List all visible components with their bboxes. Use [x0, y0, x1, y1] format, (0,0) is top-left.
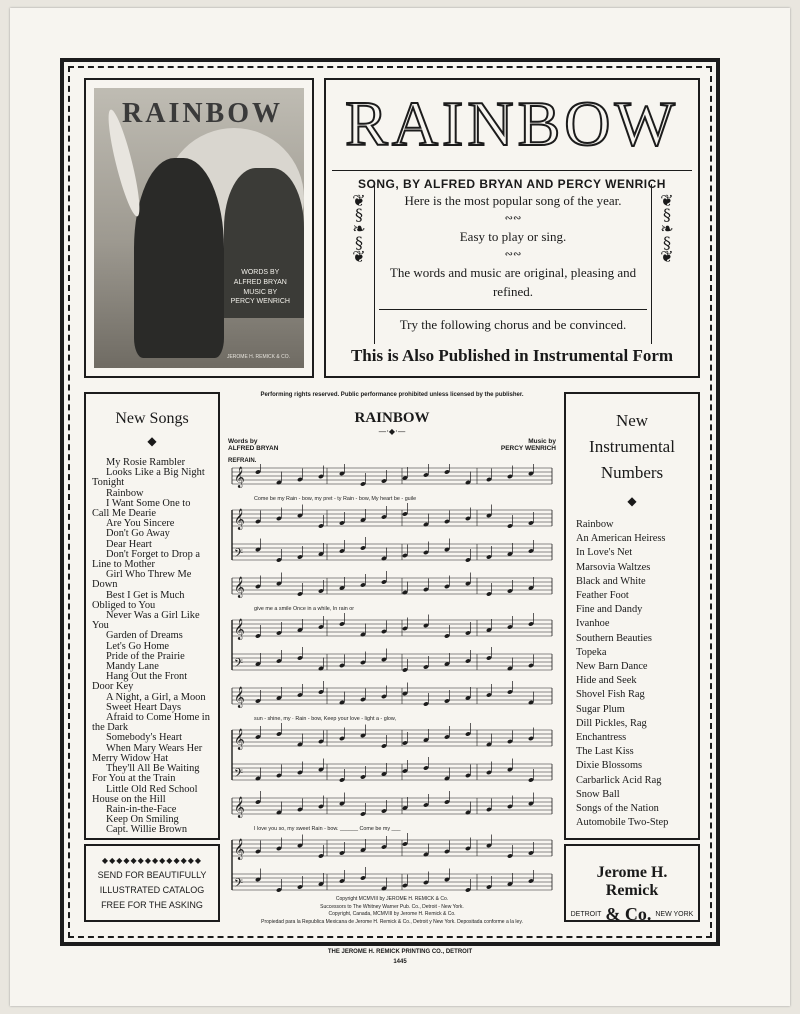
- headline-panel: [324, 78, 700, 378]
- treble-clef-icon: 𝄞: [234, 509, 245, 530]
- list-item: Songs of the Nation: [576, 803, 659, 815]
- list-item: Are You Sincere: [106, 518, 175, 530]
- try-line: Try the following chorus and be convinced.: [379, 309, 647, 334]
- swirl-ornament-icon: ∾∾: [504, 213, 522, 225]
- bass-clef-icon: 𝄢: [234, 547, 244, 563]
- bass-clef-icon: 𝄢: [234, 767, 244, 783]
- publisher-name: Jerome H. Remick: [596, 864, 668, 899]
- list-item: Snow Ball: [576, 788, 620, 800]
- list-item: A Night, a Girl, a Moon: [106, 691, 206, 703]
- score-title: RAINBOW: [354, 410, 430, 426]
- list-item: New Barn Dance: [576, 661, 648, 673]
- list-item: Black and White: [576, 575, 646, 587]
- list-item: Ivanhoe: [576, 618, 610, 630]
- music-score: [228, 392, 556, 932]
- lyric-line: Come be my Rain - bow, my pret - ty Rain - bow, My heart be - guile: [254, 496, 417, 502]
- list-item: Southern Beauties: [576, 632, 652, 644]
- list-item: Girl Who Threw Me Down: [92, 569, 192, 591]
- list-item: Never Was a Girl Like You: [92, 610, 200, 632]
- bullet-ornament-icon: ◆: [147, 434, 157, 448]
- instrumental-list: [576, 518, 688, 830]
- swirl-ornament-icon: ∾∾: [504, 249, 522, 261]
- rights-notice: Performing rights reserved. Public performance prohibited unless licensed by the publisher.: [260, 392, 524, 398]
- new-songs-panel: [84, 392, 220, 840]
- cover-illustration: [94, 88, 304, 368]
- list-item: Marsovia Waltzes: [576, 561, 651, 573]
- refrain-label: REFRAIN.: [228, 458, 257, 464]
- list-item: Dill Pickles, Rag: [576, 717, 647, 729]
- list-item: Little Old Red School House on the Hill: [92, 783, 198, 805]
- list-item: Somebody's Heart: [106, 732, 183, 744]
- list-item: When Mary Wears Her Merry Widow Hat: [92, 742, 203, 764]
- list-item: Fine and Dandy: [576, 604, 643, 616]
- list-item: Mandy Lane: [106, 661, 159, 673]
- list-item: An American Heiress: [576, 533, 666, 545]
- list-item: In Love's Net: [576, 547, 633, 559]
- instrumental-heading: New Instrumental Numbers: [589, 411, 675, 482]
- treble-clef-icon: 𝄞: [234, 577, 245, 598]
- list-item: Best I Get is Much Obliged to You: [92, 589, 185, 611]
- list-item: I Want Some One to Call Me Dearie: [92, 497, 191, 520]
- cover-publisher: JEROME H. REMICK & CO.: [226, 354, 290, 360]
- scroll-ornament-left-icon: ❦ § ❧ § ❦: [352, 191, 366, 266]
- list-item: Rainbow: [576, 519, 614, 530]
- list-item: Looks Like a Big Night Tonight: [92, 467, 205, 489]
- list-item: Pride of the Prairie: [106, 650, 185, 662]
- list-item: Afraid to Come Home in the Dark: [92, 712, 210, 734]
- list-item: Dixie Blossoms: [576, 760, 643, 772]
- promo-text: Here is the most popular song of the year. ∾∾ Easy to play or sing. ∾∾ The words and music are original, pleasing and refined. Try the following chorus and be convinced.: [374, 184, 652, 344]
- cover-title: RAINBOW: [122, 98, 284, 129]
- promo-block: [350, 184, 676, 344]
- treble-clef-icon: 𝄞: [234, 797, 245, 818]
- list-item: Sugar Plum: [576, 703, 625, 715]
- new-songs-heading: New Songs: [115, 410, 189, 427]
- bullet-ornament-icon: ◆: [627, 494, 637, 508]
- new-songs-list: [92, 458, 212, 836]
- list-item: Capt. Willie Brown: [106, 824, 188, 836]
- catalog-offer: ◆◆◆◆◆◆◆◆◆◆◆◆◆◆ SEND FOR BEAUTIFULLY ILLUSTRATED CATALOG FREE FOR THE ASKING: [84, 844, 220, 922]
- printer-imprint: THE JEROME H. REMICK PRINTING CO., DETROIT 1445: [327, 949, 473, 965]
- copyright-notice: Copyright MCMVIII by JEROME H. REMICK & Co. Successors to The Whitney Warner Pub. Co., Detroit - New York. Copyright, Canada, MCMVIII by Jerome H. Remick & Co. Propiedad para la Republica Mexicana de Jerome H. Remick & Co., Detroit y New York. Depositada conforme a la ley.: [261, 896, 523, 925]
- treble-clef-icon: 𝄞: [234, 839, 245, 860]
- list-item: Sweet Heart Days: [106, 701, 182, 713]
- list-item: Rain-in-the-Face: [106, 803, 177, 815]
- instrumental-note: This is Also Published in Instrumental Form: [350, 346, 674, 365]
- treble-clef-icon: 𝄞: [234, 729, 245, 750]
- list-item: Carbarlick Acid Rag: [576, 774, 662, 786]
- list-item: Shovel Fish Rag: [576, 689, 645, 701]
- bass-clef-icon: 𝄢: [234, 657, 244, 673]
- list-item: Topeka: [576, 646, 607, 658]
- lyric-line: I love you so, my sweet Rain - bow. ______ Come be my ___: [254, 826, 401, 832]
- scroll-ornament-right-icon: ❦ § ❧ § ❦: [660, 191, 674, 266]
- list-item: The Last Kiss: [576, 746, 634, 758]
- publisher-cities: DETROIT & Co. NEW YORK: [570, 904, 694, 924]
- treble-clef-icon: 𝄞: [234, 467, 245, 488]
- lyric-line: give me a smile Once in a while, In rain or: [254, 606, 355, 612]
- list-item: Enchantress: [576, 732, 627, 744]
- list-item: Keep On Smiling: [106, 814, 179, 826]
- list-item: Garden of Dreams: [106, 630, 183, 642]
- list-item: Don't Go Away: [106, 528, 170, 540]
- list-item: Rainbow: [106, 487, 144, 499]
- list-item: Automobile Two-Step: [576, 817, 669, 829]
- cover-thumbnail: [84, 78, 314, 378]
- list-item: Hang Out the Front Door Key: [92, 671, 188, 693]
- publisher-block: [564, 844, 700, 922]
- treble-clef-icon: 𝄞: [234, 687, 245, 708]
- staff-notation: [228, 464, 556, 894]
- lyric-line: sun - shine, my · Rain - bow, Keep your love - light a - glow,: [254, 716, 397, 722]
- big-title: RAINBOW: [345, 88, 679, 159]
- instrumental-panel: [564, 392, 700, 840]
- list-item: My Rosie Rambler: [106, 457, 186, 468]
- byline: SONG, BY ALFRED BRYAN AND PERCY WENRICH: [332, 170, 692, 191]
- list-item: Feather Foot: [576, 590, 629, 602]
- portrait-silhouette: [134, 158, 224, 358]
- treble-clef-icon: 𝄞: [234, 619, 245, 640]
- list-item: They'll All Be Waiting For You at the Train: [92, 763, 200, 785]
- score-credits: Words by ALFRED BRYAN Music by PERCY WENRICH: [228, 438, 556, 452]
- wave-border-icon: ◆◆◆◆◆◆◆◆◆◆◆◆◆◆: [101, 856, 203, 865]
- list-item: Don't Forget to Drop a Line to Mother: [92, 548, 201, 571]
- list-item: Hide and Seek: [576, 675, 637, 687]
- cover-credits: WORDS BY ALFRED BRYAN MUSIC BY PERCY WENRICH: [230, 269, 290, 306]
- list-item: Dear Heart: [106, 538, 152, 550]
- title-ornament-icon: —·◆·—: [378, 427, 406, 436]
- bass-clef-icon: 𝄢: [234, 877, 244, 893]
- list-item: Let's Go Home: [106, 640, 170, 652]
